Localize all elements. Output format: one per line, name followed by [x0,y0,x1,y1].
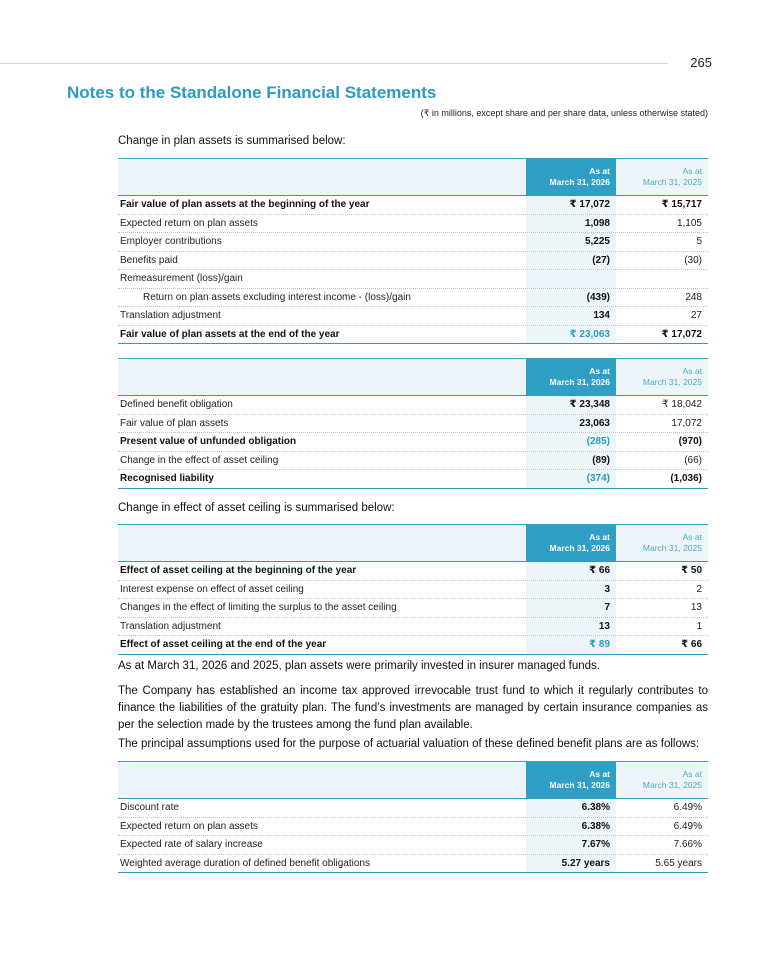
section3-heading: Change in effect of asset ceiling is summarised below: [118,502,395,514]
value-2026: (27) [592,254,610,266]
table-row [118,562,708,581]
value-2025: 1,105 [676,217,702,229]
value-2026: (285) [586,436,610,447]
row-label: Change in the effect of asset ceiling [120,454,279,466]
column-header-2026 [526,525,616,561]
paragraph-assumptions: The principal assumptions used for the purpose of actuarial valuation of these defined benefit plans are as follows: [118,738,700,750]
row-label: Benefits paid [120,254,178,266]
row-label: Translation adjustment [120,620,221,632]
value-cell-2026 [526,581,616,599]
value-cell-2026 [526,233,616,251]
value-2026: (374) [586,473,610,484]
value-cell-2026 [526,326,616,344]
column-header-2026-line2: March 31, 2026 [549,177,610,187]
value-2026: 6.38% [581,802,610,813]
column-header-2026 [526,762,616,798]
table-row [118,818,708,837]
row-label: Discount rate [120,802,179,813]
value-2025: (1,036) [670,473,702,484]
column-header-2026-line1: As at [589,769,610,779]
column-header-2025 [616,159,708,195]
column-header-2026-line2: March 31, 2026 [549,543,610,553]
table-row [118,618,708,637]
row-label: Remeasurement (loss)/gain [120,273,243,284]
column-header-2025-line2: March 31, 2025 [642,377,702,387]
value-2025: 2 [696,583,702,595]
value-2026: 5.27 years [561,857,610,869]
value-2026: ₹ 23,348 [569,399,610,410]
row-label: Expected rate of salary increase [120,839,263,850]
value-cell-2026 [526,452,616,470]
table-row [118,233,708,252]
value-2026: 3 [604,583,610,595]
value-cell-2026 [526,799,616,817]
value-cell-2026 [526,836,616,854]
value-2026: 134 [593,310,610,321]
value-cell-2026 [526,636,616,654]
value-cell-2026 [526,289,616,307]
value-cell-2026 [526,252,616,270]
value-cell-2026 [526,433,616,451]
actuarial-assumptions-table [118,761,708,873]
table-row [118,252,708,271]
value-2026: 7.67% [581,839,610,850]
column-header-2025 [616,762,708,798]
value-2025: ₹ 15,717 [661,199,702,210]
table-row [118,196,708,215]
paragraph-trust-fund: The Company has established an income tax approved irrevocable trust fund to which it regularly contributes to finance the liabilities of the gratuity plan. The fund’s investments are managed by certain insurance companies as per the selection made by the trustees among the fund plan available. [118,685,708,731]
value-2025: 17,072 [671,417,702,429]
value-cell-2026 [526,270,616,288]
value-cell-2026 [526,307,616,325]
value-2026: 1,098 [584,217,610,229]
column-header-2026-line2: March 31, 2026 [549,377,610,387]
row-label: Effect of asset ceiling at the beginning of the year [120,565,357,576]
value-cell-2026 [526,396,616,414]
value-2026: 7 [604,602,610,613]
row-label: Weighted average duration of defined benefit obligations [120,857,370,869]
value-2026: 6.38% [581,820,610,832]
column-header-2026 [526,159,616,195]
value-2026: ₹ 89 [589,639,610,650]
row-label: Fair value of plan assets at the beginning of the year [120,199,370,210]
value-2026: ₹ 66 [589,565,610,576]
value-2025: ₹ 50 [681,565,702,576]
table-row [118,326,708,345]
plan-assets-table [118,158,708,344]
page-title: Notes to the Standalone Financial Statements [67,83,437,102]
column-header-2025 [616,525,708,561]
value-2025: 27 [690,310,702,321]
row-label: Expected return on plan assets [120,820,258,832]
value-2025: ₹ 17,072 [661,328,702,340]
table-row [118,289,708,308]
row-label: Present value of unfunded obligation [120,436,297,447]
table-row [118,270,708,289]
column-header-2026-line2: March 31, 2026 [549,780,610,790]
value-2025: (30) [684,254,702,266]
value-cell-2026 [526,562,616,580]
value-2025: 5.65 years [655,857,702,869]
row-label: Interest expense on effect of asset ceiling [120,583,304,595]
table-header [118,358,708,396]
row-label: Defined benefit obligation [120,399,233,410]
column-header-2025-line1: As at [682,769,702,779]
column-header-2026-line1: As at [589,532,610,542]
table-row [118,452,708,471]
row-label: Changes in the effect of limiting the surplus to the asset ceiling [120,602,397,613]
value-2025: 248 [685,291,702,303]
table-row [118,581,708,600]
value-2026: 23,063 [579,417,610,429]
value-2026: ₹ 23,063 [569,328,610,340]
value-2025: ₹ 66 [681,639,702,650]
table-row [118,396,708,415]
value-2025: 5 [696,236,702,247]
value-cell-2026 [526,196,616,214]
value-cell-2026 [526,470,616,488]
table-row [118,599,708,618]
value-cell-2026 [526,599,616,617]
value-2026: (439) [586,291,610,303]
table-header [118,524,708,562]
column-header-2025-line2: March 31, 2025 [642,543,702,553]
table-row [118,470,708,489]
value-2025: 6.49% [673,802,702,813]
value-2026: ₹ 17,072 [569,199,610,210]
value-cell-2026 [526,855,616,873]
table-row [118,799,708,818]
column-header-2025-line1: As at [682,366,702,376]
column-header-2026-line1: As at [589,366,610,376]
value-2026: 5,225 [584,236,610,247]
column-header-2026-line1: As at [589,166,610,176]
value-2025: (970) [678,436,702,447]
value-2025: 13 [690,602,702,613]
column-header-2025-line1: As at [682,166,702,176]
value-cell-2026 [526,215,616,233]
value-cell-2026 [526,415,616,433]
section1-heading: Change in plan assets is summarised below: [118,135,346,147]
column-header-2025-line1: As at [682,532,702,542]
row-label: Fair value of plan assets [120,417,229,429]
row-label: Employer contributions [120,236,222,247]
asset-ceiling-table [118,524,708,655]
header-rule [0,63,668,64]
column-header-2025-line2: March 31, 2025 [642,780,702,790]
value-2025: (66) [684,454,702,466]
table-header [118,158,708,196]
row-label: Return on plan assets excluding interest income - (loss)/gain [143,291,411,303]
paragraph-plan-assets: As at March 31, 2026 and 2025, plan assets were primarily invested in insurer managed funds. [118,660,600,672]
page-number: 265 [690,55,712,70]
table-row [118,307,708,326]
table-row [118,415,708,434]
row-label: Recognised liability [120,473,214,484]
value-2025: 1 [696,620,702,632]
row-label: Fair value of plan assets at the end of the year [120,328,340,340]
table-row [118,836,708,855]
row-label: Translation adjustment [120,310,221,321]
table-row [118,433,708,452]
funded-status-table [118,358,708,489]
value-2026: 13 [598,620,610,632]
table-row [118,215,708,234]
column-header-2025-line2: March 31, 2025 [642,177,702,187]
value-2026: (89) [592,454,610,466]
units-note: (₹ in millions, except share and per share data, unless otherwise stated) [420,108,708,118]
table-header [118,761,708,799]
value-cell-2026 [526,818,616,836]
row-label: Effect of asset ceiling at the end of the year [120,639,327,650]
value-2025: ₹ 18,042 [662,399,702,410]
table-row [118,855,708,874]
column-header-2026 [526,359,616,395]
value-2025: 6.49% [673,820,702,832]
table-row [118,636,708,655]
value-2025: 7.66% [673,839,702,850]
value-cell-2026 [526,618,616,636]
column-header-2025 [616,359,708,395]
row-label: Expected return on plan assets [120,217,258,229]
